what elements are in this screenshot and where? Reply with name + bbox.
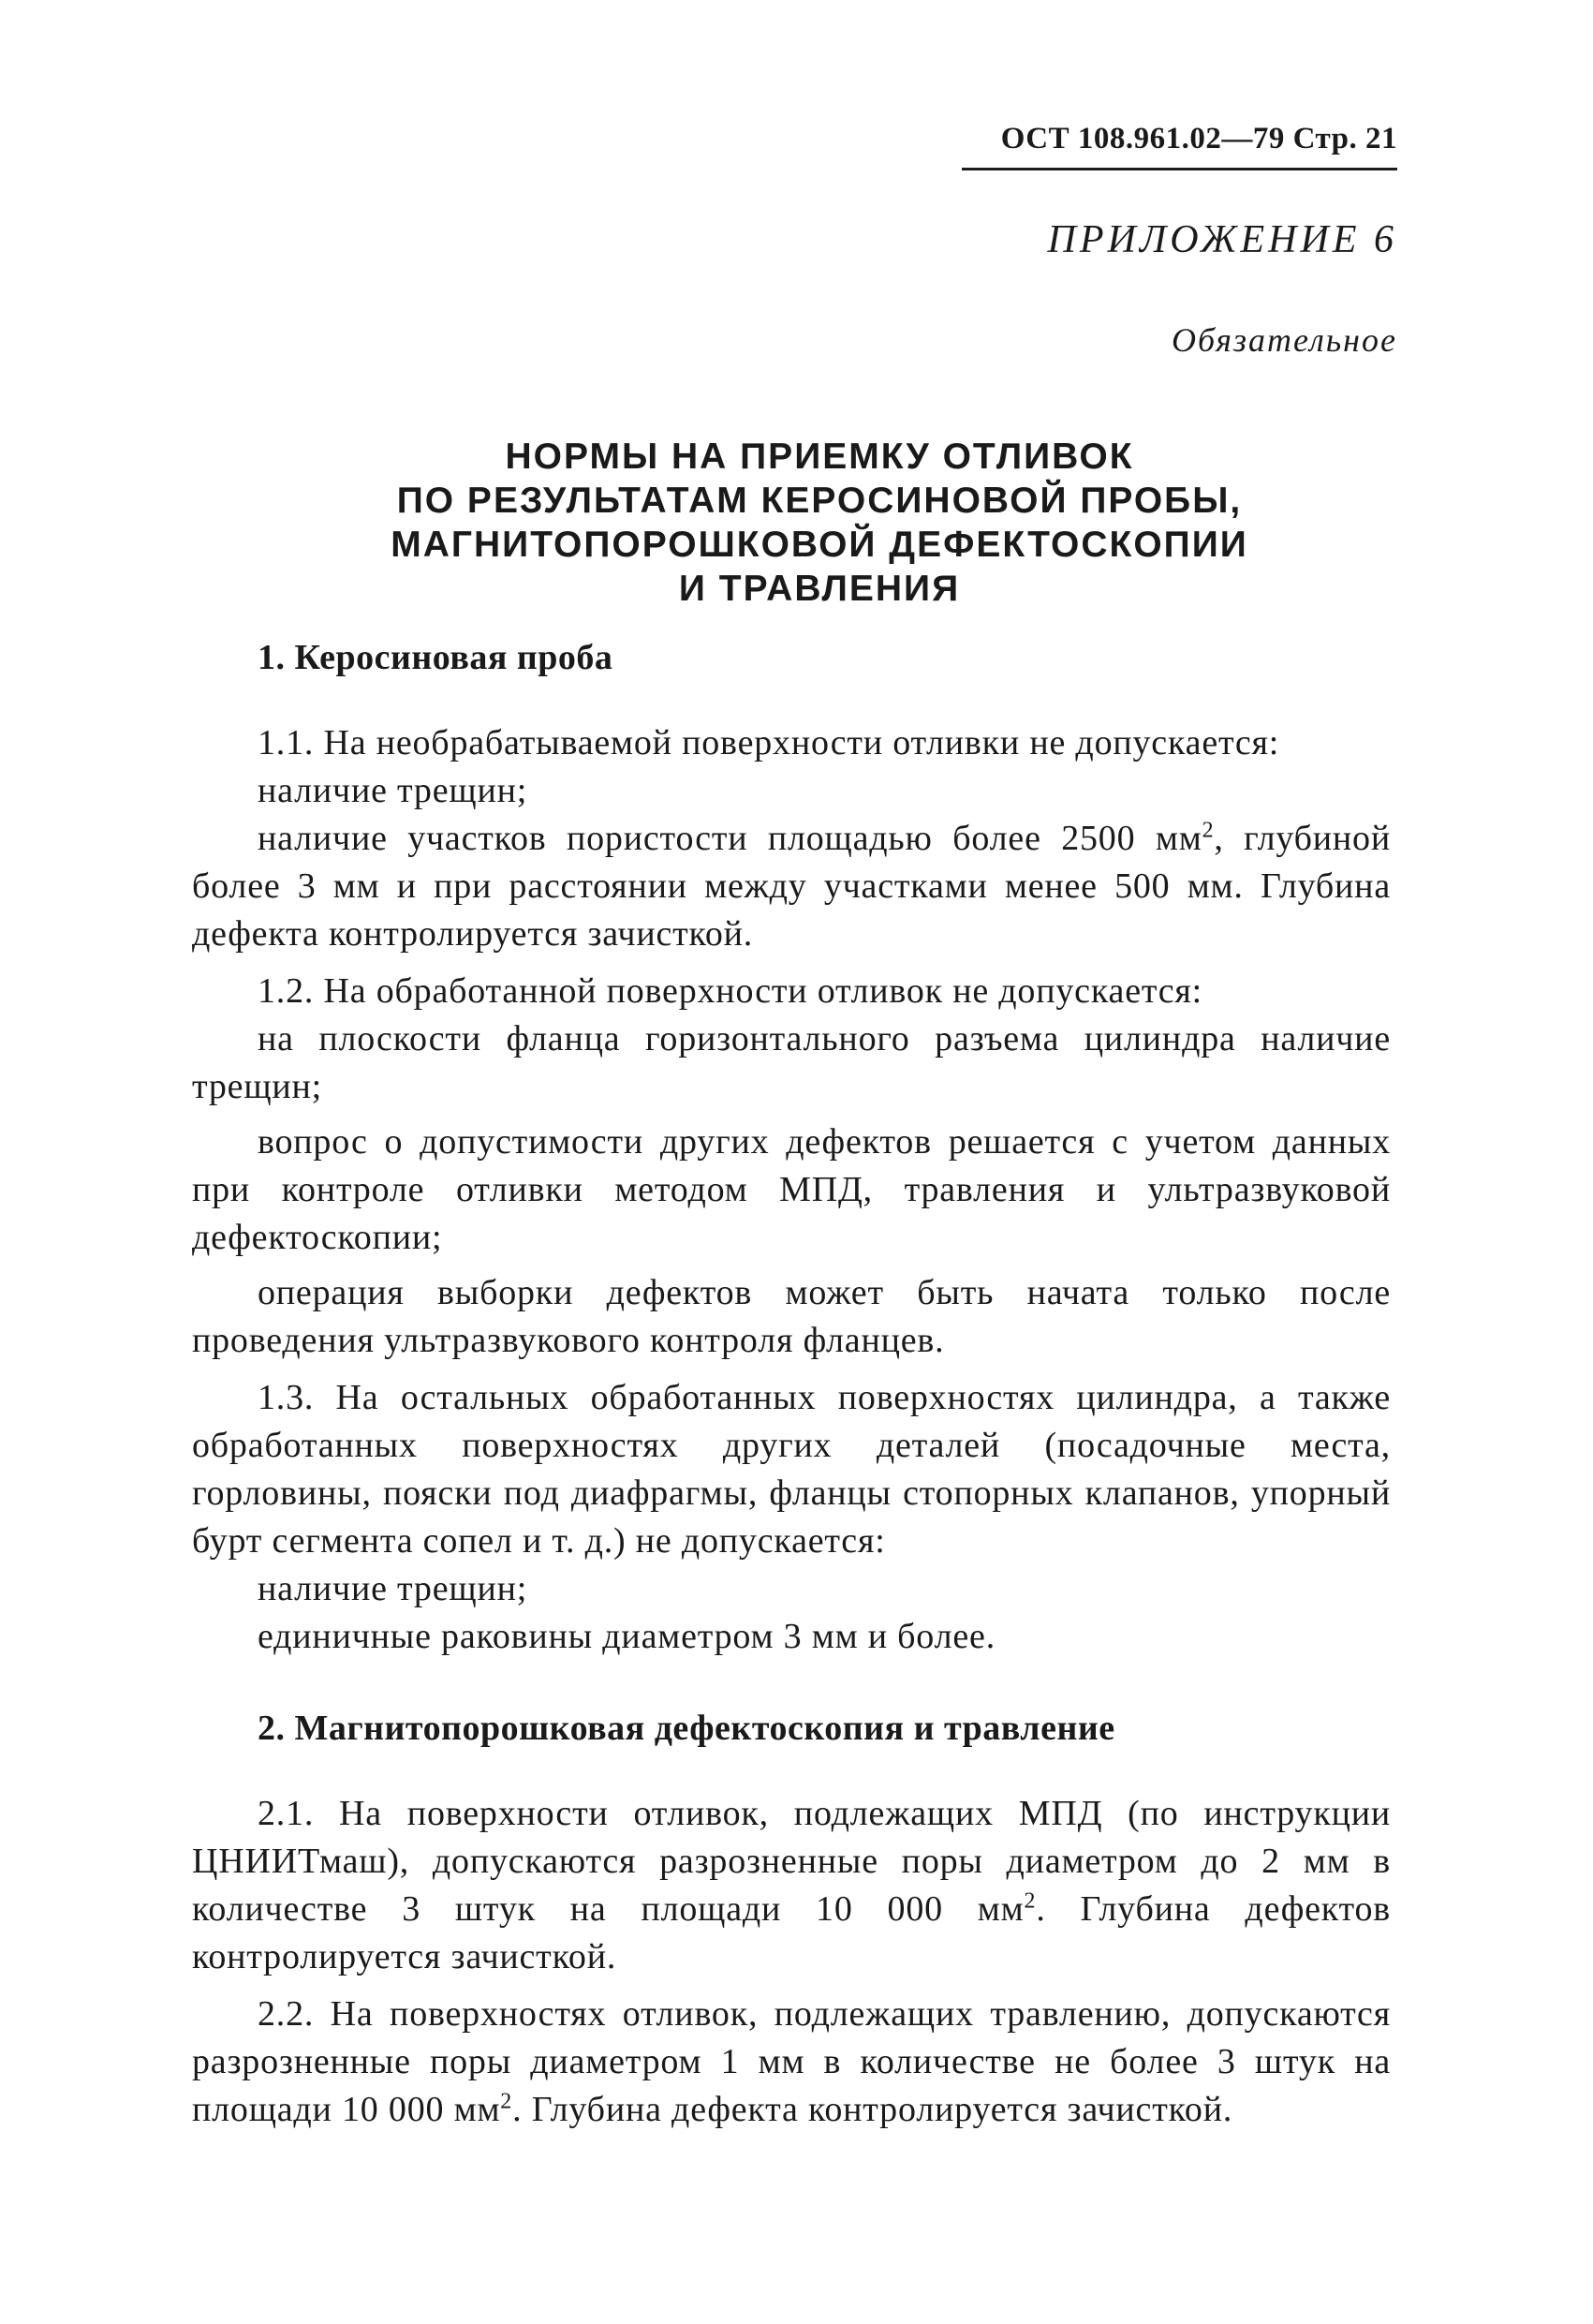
superscript: 2 [1024, 1888, 1037, 1914]
paragraph-text: 2.1. На поверхности отливок, подлежащих МПД (по инструкции ЦНИИТмаш), допускаются разрозненные поры диаметром до 2 мм в количестве 3 штук на площади 10 000 мм [192, 1794, 1391, 1929]
paragraph-text: 2.2. На поверхностях отливок, подлежащих травлению, допускаются разрозненные поры диаметром 1 мм в количестве не более 3 штук на площади 10 000 мм [192, 1994, 1391, 2129]
list-item: единичные раковины диаметром 3 мм и более. [258, 1617, 996, 1656]
list-item: вопрос о допустимости других дефектов решается с учетом данных при контроле отливки методом МПД, травления и ультразвуковой дефектоскопии; [192, 1122, 1391, 1257]
title-line: НОРМЫ НА ПРИЕМКУ ОТЛИВОК [505, 437, 1134, 477]
section-heading-magnetic-particle: 2. Магнитопорошковая дефектоскопия и травление [258, 1709, 1115, 1748]
document-reference: ОСТ 108.961.02—79 Стр. 21 [962, 122, 1397, 170]
paragraph-2-2 [192, 1991, 1391, 2134]
list-item-text: , глубиной более 3 мм и при расстоянии между участками менее 500 мм. Глубина дефекта контролируется зачисткой. [192, 819, 1391, 954]
section-heading-kerosene-test: 1. Керосиновая проба [258, 638, 613, 677]
list-item: наличие трещин; [258, 771, 528, 810]
paragraph-1-2: 1.2. На обработанной поверхности отливок не допускается: [258, 971, 1203, 1011]
paragraph-text: . Глубина дефектов контролируется зачисткой. [192, 1889, 1391, 1976]
list-item-text: наличие участков пористости площадью более 2500 мм [258, 819, 1202, 858]
title-line: И ТРАВЛЕНИЯ [678, 569, 961, 609]
document-page [192, 122, 1397, 2134]
appendix-status: Обязательное [1172, 321, 1397, 359]
paragraph-text: . Глубина дефекта контролируется зачисткой. [512, 2090, 1233, 2129]
paragraph-1-3: 1.3. На остальных обработанных поверхностях цилиндра, а также обработанных поверхностях других деталей (посадочные места, горловины, пояски под диафрагмы, фланцы стопорных клапанов, упорный бурт сегмента сопел и т. д.) не допускается: [192, 1378, 1391, 1561]
page-header [192, 122, 1397, 170]
document-title [248, 435, 1391, 611]
paragraph-1-1: 1.1. На необрабатываемой поверхности отливки не допускается: [258, 723, 1280, 762]
title-line: МАГНИТОПОРОШКОВОЙ ДЕФЕКТОСКОПИИ [391, 525, 1248, 565]
list-item: операция выборки дефектов может быть начата только после проведения ультразвукового контроля фланцев. [192, 1273, 1391, 1360]
list-item: на плоскости фланца горизонтального разъема цилиндра наличие трещин; [192, 1019, 1391, 1106]
superscript: 2 [1202, 818, 1215, 843]
title-line: ПО РЕЗУЛЬТАТАМ КЕРОСИНОВОЙ ПРОБЫ, [396, 481, 1243, 521]
paragraph-2-1 [192, 1790, 1391, 1981]
list-item [192, 815, 1391, 958]
superscript: 2 [500, 2089, 513, 2114]
appendix-label: ПРИЛОЖЕНИЕ 6 [1047, 218, 1397, 261]
list-item: наличие трещин; [258, 1569, 528, 1608]
